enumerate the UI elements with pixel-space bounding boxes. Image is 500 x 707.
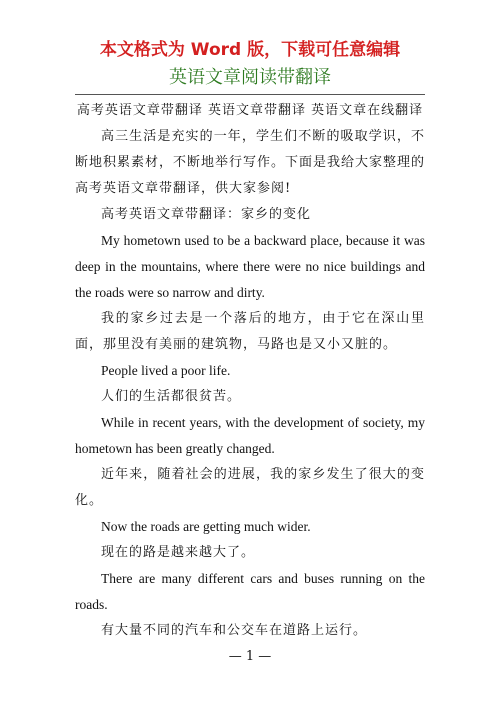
- paragraph-english: Now the roads are getting much wider.: [101, 519, 311, 534]
- subtitle-keywords: 高考英语文章带翻译 英语文章带翻译 英语文章在线翻译: [76, 103, 424, 118]
- paragraph-chinese: 现在的路是越来越大了。: [101, 545, 256, 560]
- paragraph-heading: 高考英语文章带翻译：家乡的变化: [101, 207, 312, 222]
- paragraph-english: There are many different cars and buses running on the roads.: [75, 571, 425, 612]
- page-number: — 1 —: [228, 649, 272, 664]
- document-title: 英语文章阅读带翻译: [169, 67, 331, 88]
- paragraph-chinese: 近年来，随着社会的进展，我的家乡发生了很大的变化。: [75, 467, 425, 508]
- word-format-banner: 本文格式为 Word 版，下载可任意编辑: [99, 40, 401, 60]
- paragraph-english: While in recent years, with the development of society, my hometown has been greatly changed.: [75, 415, 425, 456]
- paragraph-english: People lived a poor life.: [101, 363, 231, 378]
- document-body: [75, 98, 425, 644]
- title-divider: [75, 94, 425, 95]
- paragraph-chinese: 有大量不同的汽车和公交车在道路上运行。: [101, 623, 368, 638]
- paragraph-chinese: 人们的生活都很贫苦。: [101, 389, 242, 404]
- paragraph-chinese: 我的家乡过去是一个落后的地方，由于它在深山里面，那里没有美丽的建筑物，马路也是又小又脏的。: [75, 311, 425, 352]
- paragraph-english: My hometown used to be a backward place, because it was deep in the mountains, where there were no nice buildings and the roads were so narrow and dirty.: [75, 233, 425, 300]
- paragraph-intro: 高三生活是充实的一年，学生们不断的吸取学识，不断地积累素材，不断地举行写作。下面是我给大家整理的高考英语文章带翻译，供大家参阅!: [75, 129, 426, 196]
